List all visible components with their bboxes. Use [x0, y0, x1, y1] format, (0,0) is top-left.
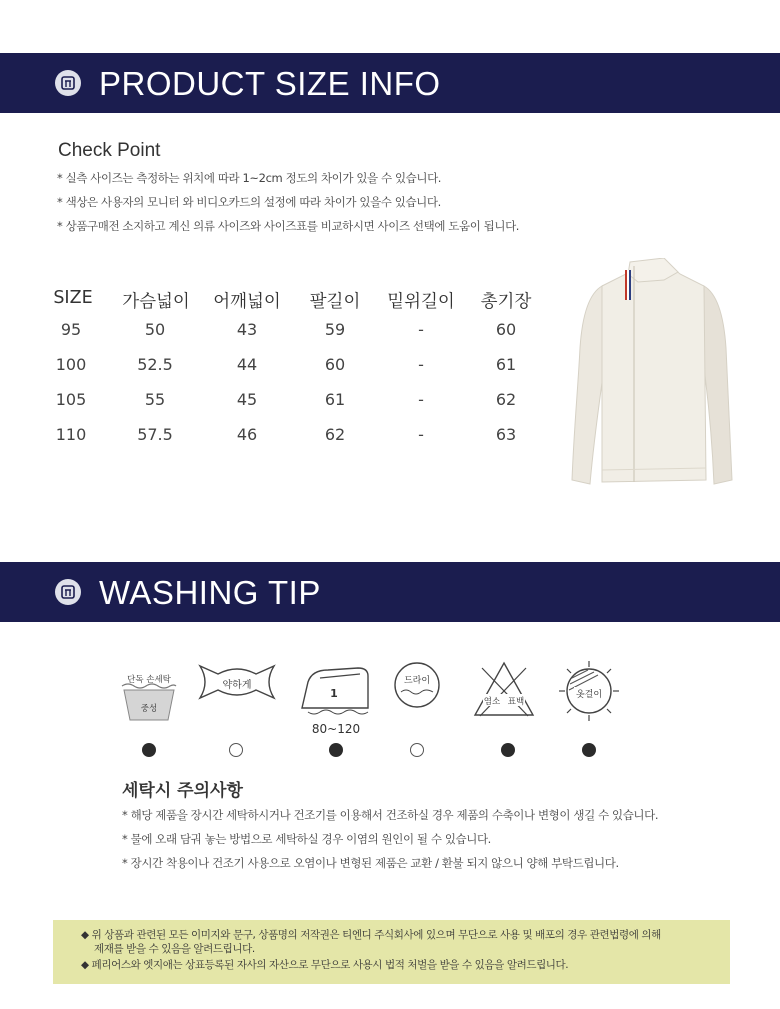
brand-logo-icon: [55, 70, 81, 96]
column-header-sleeve: 팔길이: [309, 292, 361, 312]
column-header-rise: 밑위길이: [387, 292, 455, 312]
section-title: PRODUCT SIZE INFO: [99, 65, 441, 102]
iron-temp-label: 80~120: [311, 722, 361, 736]
caution-line: * 물에 오래 담궈 놓는 방법으로 세탁하실 경우 이염의 원인이 될 수 있습니다.: [122, 832, 491, 846]
table-cell: 44: [236, 355, 258, 374]
iron-selected-indicator: [329, 743, 343, 757]
caution-notes: [122, 805, 742, 877]
legal-line: ◆ 위 상품과 관련된 모든 이미지와 문구, 상품명의 저작권은 티엔디 주식회사에 있으며 무단으로 사용 및 배포의 경우 관련법령에 의해: [81, 929, 661, 941]
table-cell: 57.5: [137, 425, 173, 444]
hand-wash-top-label: 단독 손세탁: [127, 675, 171, 685]
table-cell: 60: [495, 320, 517, 339]
gentle-wring-icon: [198, 660, 276, 704]
section-title: WASHING TIP: [99, 574, 321, 611]
hand-wash-bottom-label: 중성: [140, 704, 158, 714]
table-cell: 60: [324, 355, 346, 374]
table-cell: 95: [60, 320, 82, 339]
caution-line: * 해당 제품을 장시간 세탁하시거나 건조기를 이용해서 건조하실 경우 제품의 수축이나 변형이 생길 수 있습니다.: [122, 808, 659, 822]
dry-clean-icon: [392, 660, 442, 710]
hand-wash-selected-indicator: [142, 743, 156, 757]
no-bleach-label-left: 염소: [483, 697, 501, 707]
no-bleach-icon: [472, 660, 536, 718]
table-cell: -: [418, 355, 424, 374]
check-point-title: Check Point: [58, 140, 161, 161]
table-cell: 46: [236, 425, 258, 444]
table-cell: 62: [324, 425, 346, 444]
table-cell: 61: [324, 390, 346, 409]
table-cell: 50: [144, 320, 166, 339]
table-cell: 52.5: [137, 355, 173, 374]
table-cell: -: [418, 390, 424, 409]
column-header-chest: 가슴넓이: [122, 292, 190, 312]
table-cell: 59: [324, 320, 346, 339]
washing-icons: [0, 660, 780, 770]
table-cell: 100: [55, 355, 87, 374]
no-bleach-selected-indicator: [501, 743, 515, 757]
note-line: * 상품구매전 소지하고 계신 의류 사이즈와 사이즈표를 비교하시면 사이즈 선택에 도움이 됩니다.: [57, 219, 520, 233]
table-cell: -: [418, 320, 424, 339]
hang-dry-selected-indicator: [582, 743, 596, 757]
note-line: * 색상은 사용자의 모니터 와 비디오카드의 설정에 따라 차이가 있을수 있습니다.: [57, 195, 441, 209]
caution-line: * 장시간 착용이나 건조기 사용으로 오염이나 변형된 제품은 교환 / 환불 되지 않으니 양해 부탁드립니다.: [122, 856, 619, 870]
table-cell: 43: [236, 320, 258, 339]
table-cell: -: [418, 425, 424, 444]
hang-dry-label: 옷걸이: [575, 690, 603, 700]
no-bleach-label-right: 표백: [507, 697, 525, 707]
legal-line: 제재를 받을 수 있음을 알려드립니다.: [94, 943, 255, 955]
dry-clean-label: 드라이: [403, 676, 431, 686]
product-image: [568, 258, 738, 494]
gentle-wring-indicator: [229, 743, 243, 757]
note-line: * 실측 사이즈는 측정하는 위치에 따라 1~2cm 정도의 차이가 있을 수 있습니다.: [57, 171, 442, 185]
gentle-wring-label: 약하게: [222, 680, 252, 691]
table-cell: 55: [144, 390, 166, 409]
column-header-shoulder: 어깨넓이: [213, 292, 281, 312]
caution-title: 세탁시 주의사항: [122, 781, 243, 801]
table-cell: 105: [55, 390, 87, 409]
iron-icon: [298, 660, 374, 740]
hang-dry-shade-icon: [558, 660, 620, 722]
hand-wash-neutral-icon: [118, 660, 180, 726]
product-size-info-banner: [0, 53, 780, 113]
table-cell: 45: [236, 390, 258, 409]
washing-tip-banner: [0, 562, 780, 622]
brand-logo-icon: [55, 579, 81, 605]
column-header-length: 총기장: [480, 292, 532, 312]
iron-label: 1: [330, 687, 338, 700]
check-point-notes: [57, 168, 577, 240]
column-header-size: SIZE: [53, 288, 93, 308]
table-cell: 62: [495, 390, 517, 409]
table-cell: 63: [495, 425, 517, 444]
dry-clean-indicator: [410, 743, 424, 757]
table-cell: 110: [55, 425, 87, 444]
table-cell: 61: [495, 355, 517, 374]
legal-notice: [53, 920, 730, 984]
legal-line: ◆ 페리어스와 엣지애는 상표등록된 자사의 자산으로 무단으로 사용시 법적 처벌을 받을 수 있음을 알려드립니다.: [81, 959, 569, 971]
